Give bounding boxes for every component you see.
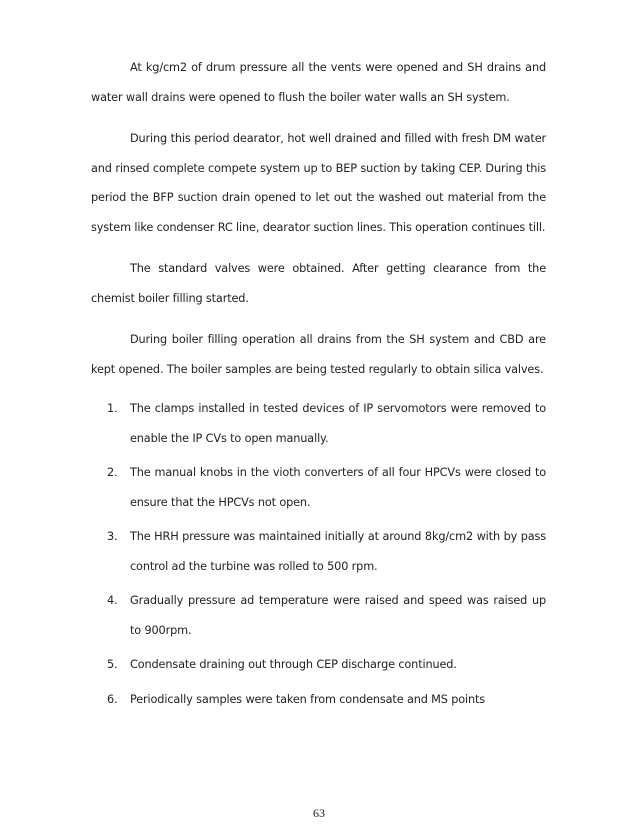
list-item-number: 2. bbox=[107, 466, 118, 479]
list-item bbox=[91, 458, 546, 517]
list-item-number: 4. bbox=[107, 594, 118, 607]
paragraph-standard-valves: The standard valves were obtained. After getting clearance from the chemist boiler filling started. bbox=[91, 262, 546, 305]
list-item bbox=[91, 394, 546, 453]
list-item-number: 3. bbox=[107, 530, 118, 543]
list-item-text: The HRH pressure was maintained initially at around 8kg/cm2 with by pass control ad the turbine was rolled to 500 rpm. bbox=[130, 530, 546, 573]
list-item-number: 1. bbox=[107, 402, 118, 415]
page-body bbox=[91, 53, 546, 719]
list-item-text: The manual knobs in the vioth converters of all four HPCVs were closed to ensure that the HPCVs not open. bbox=[130, 466, 546, 509]
procedure-list bbox=[91, 394, 546, 714]
paragraph-dearator-rinse: During this period dearator, hot well drained and filled with fresh DM water and rinsed complete compete system up to BEP suction by taking CEP. During this period the BFP suction drain opened to let out the washed out material from the system like condenser RC line, dearator suction lines. This operation continues till. bbox=[91, 132, 546, 234]
list-item-text: Gradually pressure ad temperature were raised and speed was raised up to 900rpm. bbox=[130, 594, 546, 637]
page-number: 63 bbox=[313, 806, 325, 820]
paragraph-boiler-filling: During boiler filling operation all drains from the SH system and CBD are kept opened. The boiler samples are being tested regularly to obtain silica valves. bbox=[91, 333, 546, 376]
list-item bbox=[91, 685, 546, 715]
list-item-text: Periodically samples were taken from condensate and MS points bbox=[130, 692, 486, 706]
list-item-text: The clamps installed in tested devices of IP servomotors were removed to enable the IP CVs to open manually. bbox=[130, 402, 546, 445]
list-item bbox=[91, 522, 546, 581]
list-item-number: 6. bbox=[107, 692, 118, 706]
paragraph-drum-pressure: At kg/cm2 of drum pressure all the vents were opened and SH drains and water wall drains were opened to flush the boiler water walls an SH system. bbox=[91, 61, 546, 104]
list-item-text: Condensate draining out through CEP discharge continued. bbox=[130, 658, 457, 671]
list-item bbox=[91, 650, 546, 680]
list-item-number: 5. bbox=[107, 658, 118, 671]
list-item bbox=[91, 586, 546, 645]
